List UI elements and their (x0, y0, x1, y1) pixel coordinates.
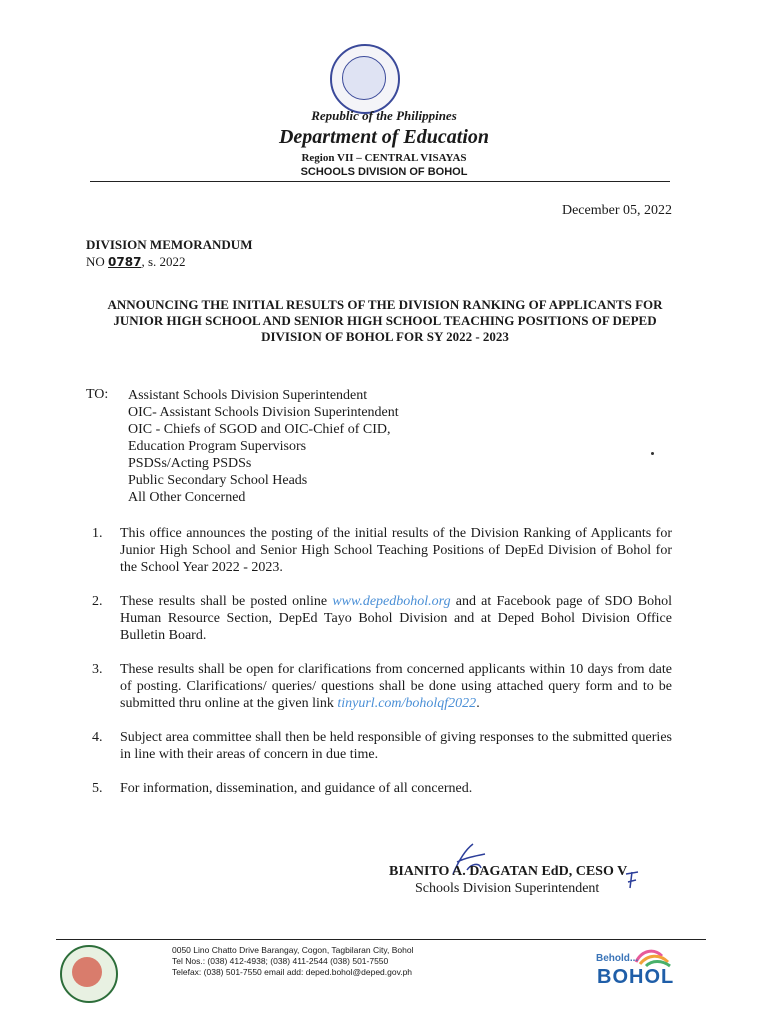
brand-name: BOHOL (597, 966, 675, 988)
memo-title: DIVISION MEMORANDUM (86, 237, 253, 252)
initial-mark (622, 868, 642, 892)
query-form-link[interactable]: tinyurl.com/boholqf2022 (337, 696, 477, 711)
item-text: Subject area committee shall then be held responsible of giving responses to the submitted queries in line with their areas of concern in due time. (120, 730, 672, 762)
list-item: 3. These results shall be open for clarifications from concerned applicants within 10 days from date of posting. Clarifications/ queries/ questions shall be done using attached query form and to be submitted thru online at the given link tinyurl.com/boholqf2022. (92, 662, 672, 711)
department-heading: Department of Education (278, 126, 489, 148)
division-heading: SCHOOLS DIVISION OF BOHOL (300, 166, 468, 178)
recipient-item: PSDSs/Acting PSDSs (128, 456, 252, 471)
republic-heading: Republic of the Philippines (311, 108, 457, 123)
recipient-item: Public Secondary School Heads (128, 473, 308, 488)
item-text: This office announces the posting of the initial results of the Division Ranking of Applicants for Junior High School and Senior High School Teaching Positions of DepEd Division of Bohol for the School Year 2022 - 2023. (120, 526, 672, 575)
list-item: 2. These results shall be posted online www.depedbohol.org and at Facebook page of SDO Bohol Human Resource Section, DepEd Tayo Bohol Division and at Deped Bohol Division Office Bulletin Board. (92, 594, 672, 643)
website-link[interactable]: www.depedbohol.org (332, 594, 451, 609)
scan-speck (651, 452, 654, 455)
region-heading: Region VII – CENTRAL VISAYAS (301, 152, 467, 164)
recipient-item: OIC- Assistant Schools Division Superintendent (128, 405, 399, 420)
signatory-name: BIANITO A. DAGATAN EdD, CESO V (389, 864, 628, 879)
header-divider (90, 181, 670, 182)
item-text: For information, dissemination, and guidance of all concerned. (120, 781, 473, 796)
recipient-item: Assistant Schools Division Superintendent (128, 388, 368, 403)
memo-body (86, 525, 672, 814)
footer-divider (56, 939, 706, 940)
division-seal-icon (60, 945, 118, 1003)
list-item: 1. This office announces the posting of the initial results of the Division Ranking of Applicants for Junior High School and Senior High School Teaching Positions of DepEd Division of Bohol for the School Year 2022 - 2023. (92, 526, 672, 575)
recipient-item: All Other Concerned (128, 490, 246, 505)
list-item: 5. For information, dissemination, and guidance of all concerned. (86, 780, 672, 797)
footer-address: 0050 Lino Chatto Drive Barangay, Cogon, Tagbilaran City, Bohol (172, 945, 414, 955)
recipient-item: OIC - Chiefs of SGOD and OIC-Chief of CID, (128, 422, 391, 437)
footer-telefax: Telefax: (038) 501-7550 email add: deped.bohol@deped.gov.ph (172, 967, 413, 977)
deped-seal-icon (330, 44, 400, 114)
item-text: These results shall be posted online www.depedbohol.org and at Facebook page of SDO Bohol Human Resource Section, DepEd Tayo Bohol Division and at Deped Bohol Division Office Bulletin Board. (120, 594, 672, 643)
signatory-title: Schools Division Superintendent (415, 881, 600, 896)
recipient-list (128, 387, 399, 506)
to-label: TO: (86, 387, 109, 402)
list-item: 4. Subject area committee shall then be held responsible of giving responses to the submitted queries in line with their areas of concern in due time. (92, 730, 672, 762)
memo-number: NO 0787, s. 2022 (86, 254, 186, 269)
memo-date: December 05, 2022 (561, 203, 672, 218)
recipient-item: Education Program Supervisors (128, 439, 307, 454)
item-text: These results shall be open for clarifications from concerned applicants within 10 days from date of posting. Clarifications/ queries/ questions shall be done using attached query form and to be submitted thru online at the given link tinyurl.com/boholqf2022. (120, 662, 672, 711)
footer-contact (172, 945, 413, 978)
brand-tagline: Behold... (596, 953, 639, 964)
handwritten-number: 0787 (108, 255, 142, 269)
memo-subject: ANNOUNCING THE INITIAL RESULTS OF THE DIVISION RANKING OF APPLICANTS FOR JUNIOR HIGH SCHOOL AND SENIOR HIGH SCHOOL TEACHING POSITIONS OF DEPED DIVISION OF BOHOL FOR SY 2022 - 2023 (107, 297, 663, 344)
footer-tel: Tel Nos.: (038) 412-4938; (038) 411-2544 (038) 501-7550 (172, 956, 389, 966)
